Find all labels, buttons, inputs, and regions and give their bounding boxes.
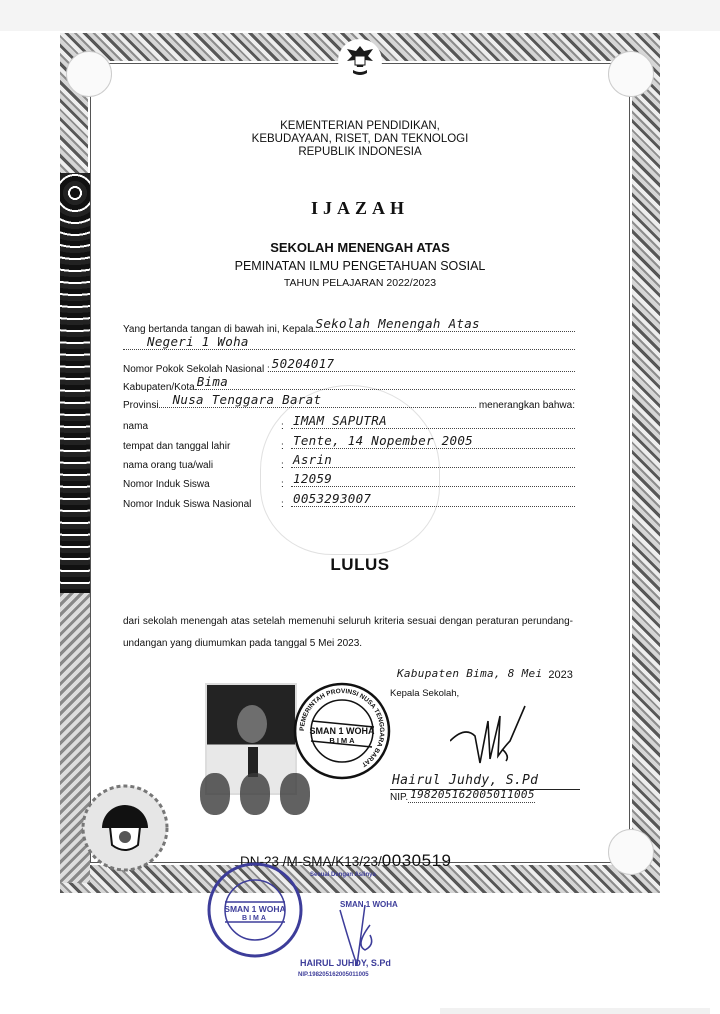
npsn-label: Nomor Pokok Sekolah Nasional : (123, 364, 270, 375)
place-date-value: Kabupaten Bima, 8 Mei (397, 667, 543, 680)
school-name-line-1: Sekolah Menengah Atas (315, 316, 480, 331)
top-margin-strip (0, 0, 720, 31)
field-row-birth: tempat dan tanggal lahir : Tente, 14 Nopember 2005 (123, 434, 575, 452)
specialization: PEMINATAN ILMU PENGETAHUAN SOSIAL (234, 259, 486, 273)
province-row (123, 393, 575, 411)
intro-row (123, 317, 575, 335)
ministry-line-2: KEBUDAYAAN, RISET, DAN TEKNOLOGI (251, 133, 469, 145)
legal-nip: NIP.198205162005011005 (298, 972, 369, 978)
province-suffix: menerangkan bahwa: (478, 400, 575, 411)
field-row-name: nama : IMAM SAPUTRA (123, 414, 575, 432)
field-label: Nomor Induk Siswa (123, 479, 210, 490)
ministry-line-1: KEMENTERIAN PENDIDIKAN, (280, 120, 440, 132)
intro-label: Yang bertanda tangan di bawah ini, Kepala (123, 324, 314, 335)
field-row-nisn: Nomor Induk Siswa Nasional : 0053293007 (123, 492, 575, 510)
field-value-nisn: 0053293007 (293, 491, 372, 506)
legal-name: HAIRUL JUHDY, S.Pd (300, 958, 391, 968)
document-title: IJAZAH (310, 198, 409, 218)
principal-name: Hairul Juhdy, S.Pd (392, 773, 539, 788)
field-label: Nomor Induk Siswa Nasional (123, 499, 252, 510)
regency-label: Kabupaten/Kota (123, 382, 195, 393)
stamp-ring-text: PEMERINTAH PROVINSI NUSA TENGGARA BARAT (298, 687, 386, 768)
principal-signature (450, 701, 530, 771)
school-name-line-2: Negeri 1 Woha (147, 334, 249, 349)
school-name-row (123, 335, 575, 353)
legal-position: SMAN 1 WOHA (340, 900, 398, 909)
field-label: nama orang tua/wali (123, 460, 214, 471)
legal-note: Sesuai Dengan Aslinya (310, 872, 376, 878)
field-label: nama (123, 421, 149, 432)
ministry-heading (60, 120, 660, 159)
regency-value: Bima (196, 374, 229, 389)
bottom-bar (440, 1008, 710, 1014)
serial-digits: 0030519 (381, 851, 452, 870)
field-value-parent: Asrin (293, 452, 333, 467)
field-row-nis: Nomor Induk Siswa : 12059 (123, 472, 575, 490)
field-value-name: IMAM SAPUTRA (293, 413, 387, 428)
nip-row (390, 788, 535, 803)
nip-label: NIP. (390, 792, 409, 803)
school-level: SEKOLAH MENENGAH ATAS (270, 240, 450, 255)
graduation-status: LULUS (330, 555, 390, 574)
signer-position: Kepala Sekolah, (390, 688, 460, 699)
legal-stamp-school: SMAN 1 WOHA (224, 904, 286, 914)
school-stamp (292, 681, 392, 781)
ministry-line-3: REPUBLIK INDONESIA (298, 146, 422, 158)
fingerprint-icon (240, 773, 270, 815)
legal-stamp-city: BIMA (242, 915, 268, 922)
certificate (60, 33, 660, 893)
province-value: Nusa Tenggara Barat (172, 392, 322, 407)
npsn-value: 50204017 (271, 356, 335, 371)
academic-year: TAHUN PELAJARAN 2022/2023 (283, 277, 437, 289)
province-label: Provinsi (123, 400, 159, 411)
place-date (395, 667, 573, 681)
graduation-statement: dari sekolah menengah atas setelah memenuhi seluruh kriteria sesuai dengan peraturan perundang-undangan yang diumumkan pada tanggal 5 Mei 2023. (123, 616, 573, 649)
npsn-row (123, 357, 575, 375)
tut-wuri-handayani-seal (80, 783, 170, 873)
nip-value: 198205162005011005 (410, 788, 535, 801)
fingerprint-icon (200, 773, 230, 815)
regency-row (123, 375, 575, 393)
stamp-city: BIMA (329, 736, 357, 745)
serial-prefix: DN-23 /M-SMA/K13/23/ (240, 854, 382, 869)
legalization-stamp (205, 860, 305, 960)
field-value-nis: 12059 (293, 471, 333, 486)
field-row-parent: nama orang tua/wali : Asrin (123, 453, 575, 471)
field-label: tempat dan tanggal lahir (123, 441, 231, 452)
field-value-birth: Tente, 14 Nopember 2005 (293, 433, 473, 448)
stamp-school: SMAN 1 WOHA (309, 726, 375, 736)
place-date-year: 2023 (548, 669, 573, 681)
